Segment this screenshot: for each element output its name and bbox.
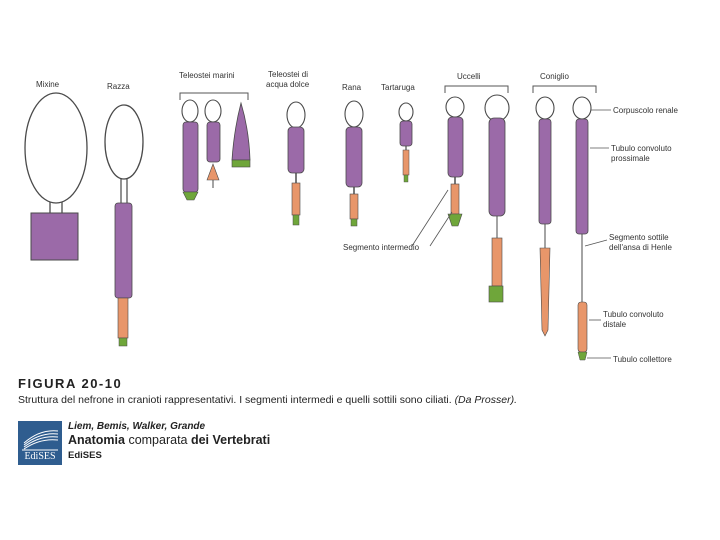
nephrons-group: [25, 86, 611, 360]
razza-distal: [118, 298, 128, 338]
uccelli-bracket: [445, 86, 508, 93]
book-title: [68, 433, 270, 447]
book-lines-icon: [18, 421, 62, 451]
label-teleostei-acqua-dolce-2: acqua dolce: [266, 80, 310, 89]
razza-corpuscle: [105, 105, 143, 179]
segmento-sottile-leader: [585, 240, 607, 246]
u1-corpuscle: [446, 97, 464, 117]
tm3-proximal: [232, 103, 250, 160]
segmento-intermedio-leader-1: [412, 190, 448, 246]
u2-distal: [492, 238, 502, 286]
figure-number: FIGURA 20-10: [18, 376, 123, 391]
book-title-part2: comparata: [128, 433, 188, 447]
caption-source: (Da Prosser).: [454, 394, 517, 406]
u1-distal: [451, 184, 459, 214]
c1-corpuscle: [536, 97, 554, 119]
u2-proximal: [489, 118, 505, 216]
tm2-corpuscle: [205, 100, 221, 122]
c2-distal: [578, 302, 587, 352]
tm1-proximal: [183, 122, 198, 192]
rana-corpuscle: [345, 101, 363, 127]
publisher-block: [18, 421, 338, 465]
rana-proximal: [346, 127, 362, 187]
tartaruga-corpuscle: [399, 103, 413, 121]
label-corpuscolo-renale: Corpuscolo renale: [613, 106, 678, 115]
label-mixine: Mixine: [36, 80, 60, 89]
c1-distal: [540, 248, 550, 336]
coniglio-bracket: [533, 86, 596, 93]
teleostei-marini-bracket: [180, 93, 248, 100]
rana-collecting: [351, 219, 357, 226]
tm1-corpuscle: [182, 100, 198, 122]
book-title-part3: dei Vertebrati: [187, 433, 271, 447]
razza-collecting: [119, 338, 127, 346]
label-segmento-intermedio: Segmento intermedio: [343, 243, 420, 252]
u2-corpuscle: [485, 95, 509, 121]
tartaruga-distal: [403, 150, 409, 175]
mixine-proximal: [31, 213, 78, 260]
u2-collecting: [489, 286, 503, 302]
label-tubulo-collettore: Tubulo collettore: [613, 355, 672, 364]
publisher-name: EdiSES: [68, 450, 102, 461]
label-tubulo-prossimale: Tubulo convoluto prossimale: [611, 144, 672, 163]
label-teleostei-marini: Teleostei marini: [179, 71, 235, 80]
ta-corpuscle: [287, 102, 305, 128]
book-title-part1: Anatomia: [68, 433, 129, 447]
caption-line: [18, 394, 708, 406]
tm3-collecting: [232, 160, 250, 167]
tartaruga-proximal: [400, 121, 412, 146]
c2-collecting: [578, 352, 587, 360]
logo-text: EdiSES: [24, 451, 56, 462]
ta-collecting: [293, 215, 299, 225]
label-uccelli: Uccelli: [457, 72, 481, 81]
label-rana: Rana: [342, 83, 362, 92]
label-tubulo-distale: Tubulo convoluto distale: [603, 310, 664, 329]
razza-proximal: [115, 203, 132, 298]
u1-proximal: [448, 117, 463, 177]
ta-distal: [292, 183, 300, 215]
rana-distal: [350, 194, 358, 219]
label-tartaruga: Tartaruga: [381, 83, 415, 92]
segmento-intermedio-leader-2: [430, 212, 452, 246]
label-teleostei-acqua-dolce-1: Teleostei di: [268, 70, 309, 79]
label-segmento-sottile: Segmento sottile dell'ansa di Henle: [609, 233, 672, 252]
tm2-distal: [207, 164, 219, 180]
u1-collecting: [448, 214, 462, 226]
tm2-proximal: [207, 122, 220, 162]
c1-proximal: [539, 119, 551, 224]
ta-proximal: [288, 127, 304, 173]
publisher-logo: [18, 421, 62, 465]
caption-text: Struttura del nefrone in cranioti rappresentativi. I segmenti intermedi e quelli sottili sono ciliati.: [18, 394, 452, 406]
book-authors: Liem, Bemis, Walker, Grande: [68, 421, 206, 432]
label-razza: Razza: [107, 82, 130, 91]
c2-corpuscle: [573, 97, 591, 119]
c2-proximal: [576, 119, 588, 234]
mixine-corpuscle: [25, 93, 87, 203]
tm1-collecting: [183, 192, 198, 200]
figure-caption: [18, 376, 708, 406]
tartaruga-collecting: [404, 175, 408, 182]
label-coniglio: Coniglio: [540, 72, 569, 81]
